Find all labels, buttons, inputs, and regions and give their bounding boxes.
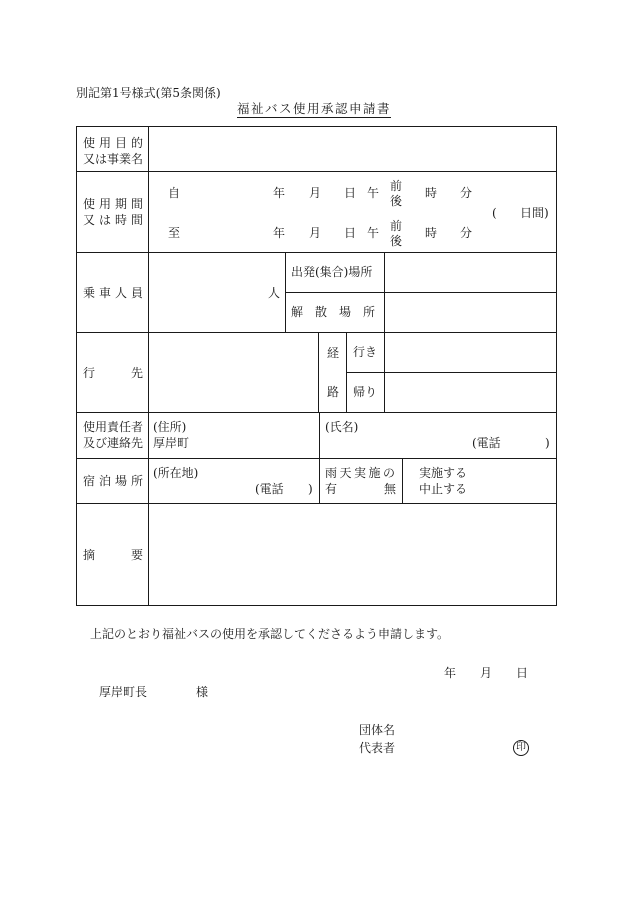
period-to: 至: [168, 226, 181, 240]
days-label: 日間): [520, 206, 549, 220]
remarks-label-a: 摘: [83, 548, 96, 562]
form-reference: 別記第1号様式(第5条関係): [76, 86, 221, 100]
remarks-label-b: 要: [131, 548, 144, 562]
from-am-option[interactable]: 前: [390, 179, 403, 193]
date-day-unit: 日: [516, 666, 529, 680]
responsible-label: 使用責任者: [83, 420, 144, 434]
route-label-a: 経: [327, 346, 340, 360]
lodging-location-label: (所在地): [153, 466, 199, 480]
days-open-paren: (: [492, 206, 497, 220]
from-year-unit: 年: [273, 186, 286, 200]
to-am-option[interactable]: 前: [390, 219, 403, 233]
period-label-sub: 又は時間: [83, 213, 148, 227]
implement-option[interactable]: 実施する: [419, 466, 468, 480]
dismissal-place-field[interactable]: [386, 294, 554, 331]
responsible-phone-open: (電話: [472, 436, 501, 450]
outbound-label: 行き: [353, 345, 378, 359]
departure-place-label: 出発(集合)場所: [291, 265, 373, 279]
lodging-phone-close: ): [308, 482, 313, 496]
application-statement: 上記のとおり福祉バスの使用を承認してくださるよう申請します。: [90, 627, 450, 641]
destination-field[interactable]: [150, 334, 316, 411]
cancel-option[interactable]: 中止する: [419, 482, 468, 496]
from-hour-unit: 時: [425, 186, 438, 200]
period-from: 自: [168, 186, 181, 200]
date-year-unit: 年: [444, 666, 457, 680]
departure-place-field[interactable]: [386, 254, 554, 291]
rain-no-label: 無: [384, 482, 397, 496]
responsible-label-sub: 及び連絡先: [83, 436, 144, 450]
dismissal-place-label: 解散場所: [291, 305, 388, 319]
responsible-phone-close: ): [545, 436, 550, 450]
to-go-char: 午: [367, 226, 380, 240]
return-label: 帰り: [353, 385, 378, 399]
purpose-label: 使用目的: [83, 136, 148, 150]
purpose-label-sub: 又は事業名: [83, 152, 144, 166]
route-label-b: 路: [327, 385, 340, 399]
to-hour-unit: 時: [425, 226, 438, 240]
to-day-unit: 日: [344, 226, 357, 240]
passengers-label: 乗車人員: [83, 286, 148, 300]
from-month-unit: 月: [309, 186, 322, 200]
addressee-honorific: 様: [196, 685, 209, 699]
address-label: (住所): [153, 420, 187, 434]
address-town: 厚岸町: [153, 436, 190, 450]
passengers-unit: 人: [268, 286, 281, 300]
from-day-unit: 日: [344, 186, 357, 200]
name-label: (氏名): [325, 420, 359, 434]
seal-mark: 印: [513, 740, 529, 756]
lodging-phone-open: (電話: [255, 482, 284, 496]
to-year-unit: 年: [273, 226, 286, 240]
purpose-field[interactable]: [150, 128, 554, 170]
group-name-label: 団体名: [359, 723, 396, 737]
form-title: 福祉バス使用承認申請書: [237, 101, 392, 116]
lodging-label: 宿泊場所: [83, 474, 148, 488]
from-pm-option[interactable]: 後: [390, 194, 403, 208]
to-minute-unit: 分: [460, 226, 473, 240]
date-month-unit: 月: [480, 666, 493, 680]
outbound-route-field[interactable]: [386, 334, 554, 371]
representative-label: 代表者: [359, 741, 396, 755]
destination-label-a: 行: [83, 366, 96, 380]
to-pm-option[interactable]: 後: [390, 234, 403, 248]
from-minute-unit: 分: [460, 186, 473, 200]
rain-implementation-label: 雨天実施の: [325, 466, 398, 480]
period-label: 使用期間: [83, 197, 148, 211]
addressee: 厚岸町長: [99, 685, 148, 699]
from-go-char: 午: [367, 186, 380, 200]
return-route-field[interactable]: [386, 374, 554, 411]
destination-label-b: 先: [131, 366, 144, 380]
remarks-field[interactable]: [150, 505, 554, 603]
to-month-unit: 月: [309, 226, 322, 240]
rain-yes-label: 有: [325, 482, 338, 496]
